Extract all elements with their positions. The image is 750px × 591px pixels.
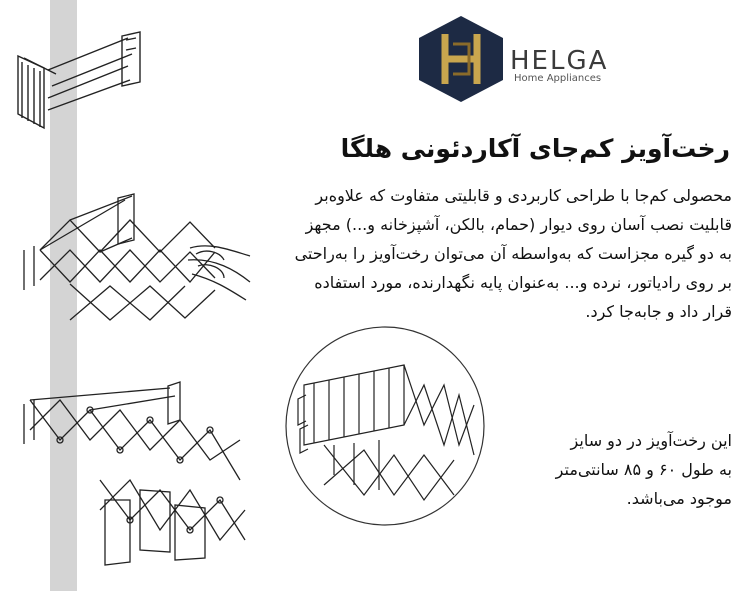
brand-name: HELGA <box>510 46 609 76</box>
logo-emblem-icon <box>415 14 507 104</box>
detail-circle-illustration <box>284 325 486 527</box>
brand-tagline: Home Appliances <box>514 73 602 84</box>
extended-rack-hands-illustration <box>10 190 255 340</box>
sizes-paragraph: این رخت‌آویز در دو سایز به طول ۶۰ و ۸۵ سانتی‌متر موجود می‌باشد. <box>555 431 732 508</box>
description-paragraph: محصولی کم‌جا با طراحی کاربردی و قابلیتی متفاوت که علاوه‌بر قابلیت نصب آسان روی دیوار (حمام، بالکن، آشپزخانه و...) مجهز به دو گیره مجزاست که به‌واسطه آن می‌توان رخت‌آویز را به‌راحتی بر روی رادیاتور، نرده و... به‌عنوان پایه نگهدارنده، مورد استفاده قرار داد و جابه‌جا کرد. <box>294 186 732 321</box>
rack-with-towels-illustration <box>20 380 255 570</box>
page-title: رخت‌آویز کم‌جای آکاردئونی هلگا <box>340 134 730 163</box>
folded-rack-illustration <box>8 28 148 138</box>
